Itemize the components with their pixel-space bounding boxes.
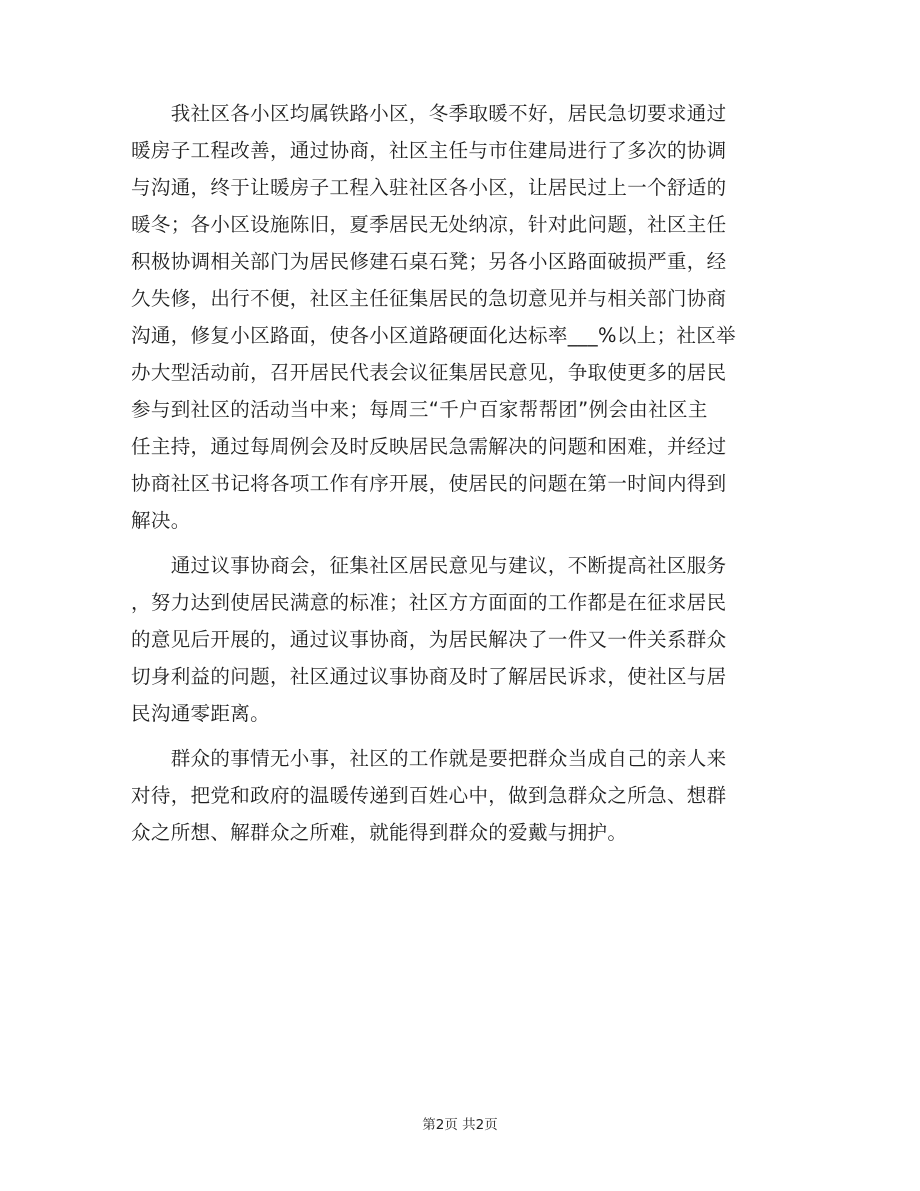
text-line: 积极协调相关部门为居民修建石桌石凳；另各小区路面破损严重，经 <box>131 250 727 273</box>
text-line: 沟通，修复小区路面，使各小区道路硬面化达标率___%以上；社区举 <box>131 324 736 347</box>
text-line: 任主持，通过每周例会及时反映居民急需解决的问题和困难，并经过 <box>131 435 727 458</box>
text-line: 协商社区书记将各项工作有序开展，使居民的问题在第一时间内得到 <box>131 472 727 495</box>
text-line: 众之所想、解群众之所难，就能得到群众的爱戴与拥护。 <box>131 821 628 844</box>
text-line: 民沟通零距离。 <box>131 702 270 725</box>
page-number-footer: 第2页 共2页 <box>422 1117 498 1133</box>
paragraph-spacer <box>131 732 783 740</box>
text-line: 与沟通，终于让暖房子工程入驻社区各小区，让居民过上一个舒适的 <box>131 176 727 199</box>
text-line: 通过议事协商会，征集社区居民意见与建议，不断提高社区服务 <box>131 554 727 577</box>
text-line: 暖冬；各小区设施陈旧，夏季居民无处纳凉，针对此问题，社区主任 <box>131 213 727 236</box>
text-line: 群众的事情无小事，社区的工作就是要把群众当成自己的亲人来 <box>131 747 727 770</box>
text-line: 久失修，出行不便，社区主任征集居民的急切意见并与相关部门协商 <box>131 287 727 310</box>
paragraph-spacer <box>131 539 783 547</box>
text-line: 我社区各小区均属铁路小区，冬季取暖不好，居民急切要求通过 <box>131 102 727 125</box>
text-line: 对待，把党和政府的温暖传递到百姓心中，做到急群众之所急、想群 <box>131 784 727 807</box>
text-line: 解决。 <box>131 509 191 532</box>
text-line: 暖房子工程改善，通过协商，社区主任与市住建局进行了多次的协调 <box>131 139 727 162</box>
text-line: 切身利益的问题，社区通过议事协商及时了解居民诉求，使社区与居 <box>131 665 727 688</box>
paragraph-2 <box>131 547 783 732</box>
text-line: ，努力达到使居民满意的标准；社区方方面面的工作都是在征求居民 <box>131 591 727 614</box>
text-line: 办大型活动前，召开居民代表会议征集居民意见，争取使更多的居民 <box>131 361 727 384</box>
paragraph-1 <box>131 95 783 539</box>
document-body <box>131 95 783 851</box>
paragraph-3 <box>131 740 783 851</box>
text-line: 的意见后开展的，通过议事协商，为居民解决了一件又一件关系群众 <box>131 628 727 651</box>
text-line: 参与到社区的活动当中来；每周三“千户百家帮帮团”例会由社区主 <box>131 398 708 421</box>
